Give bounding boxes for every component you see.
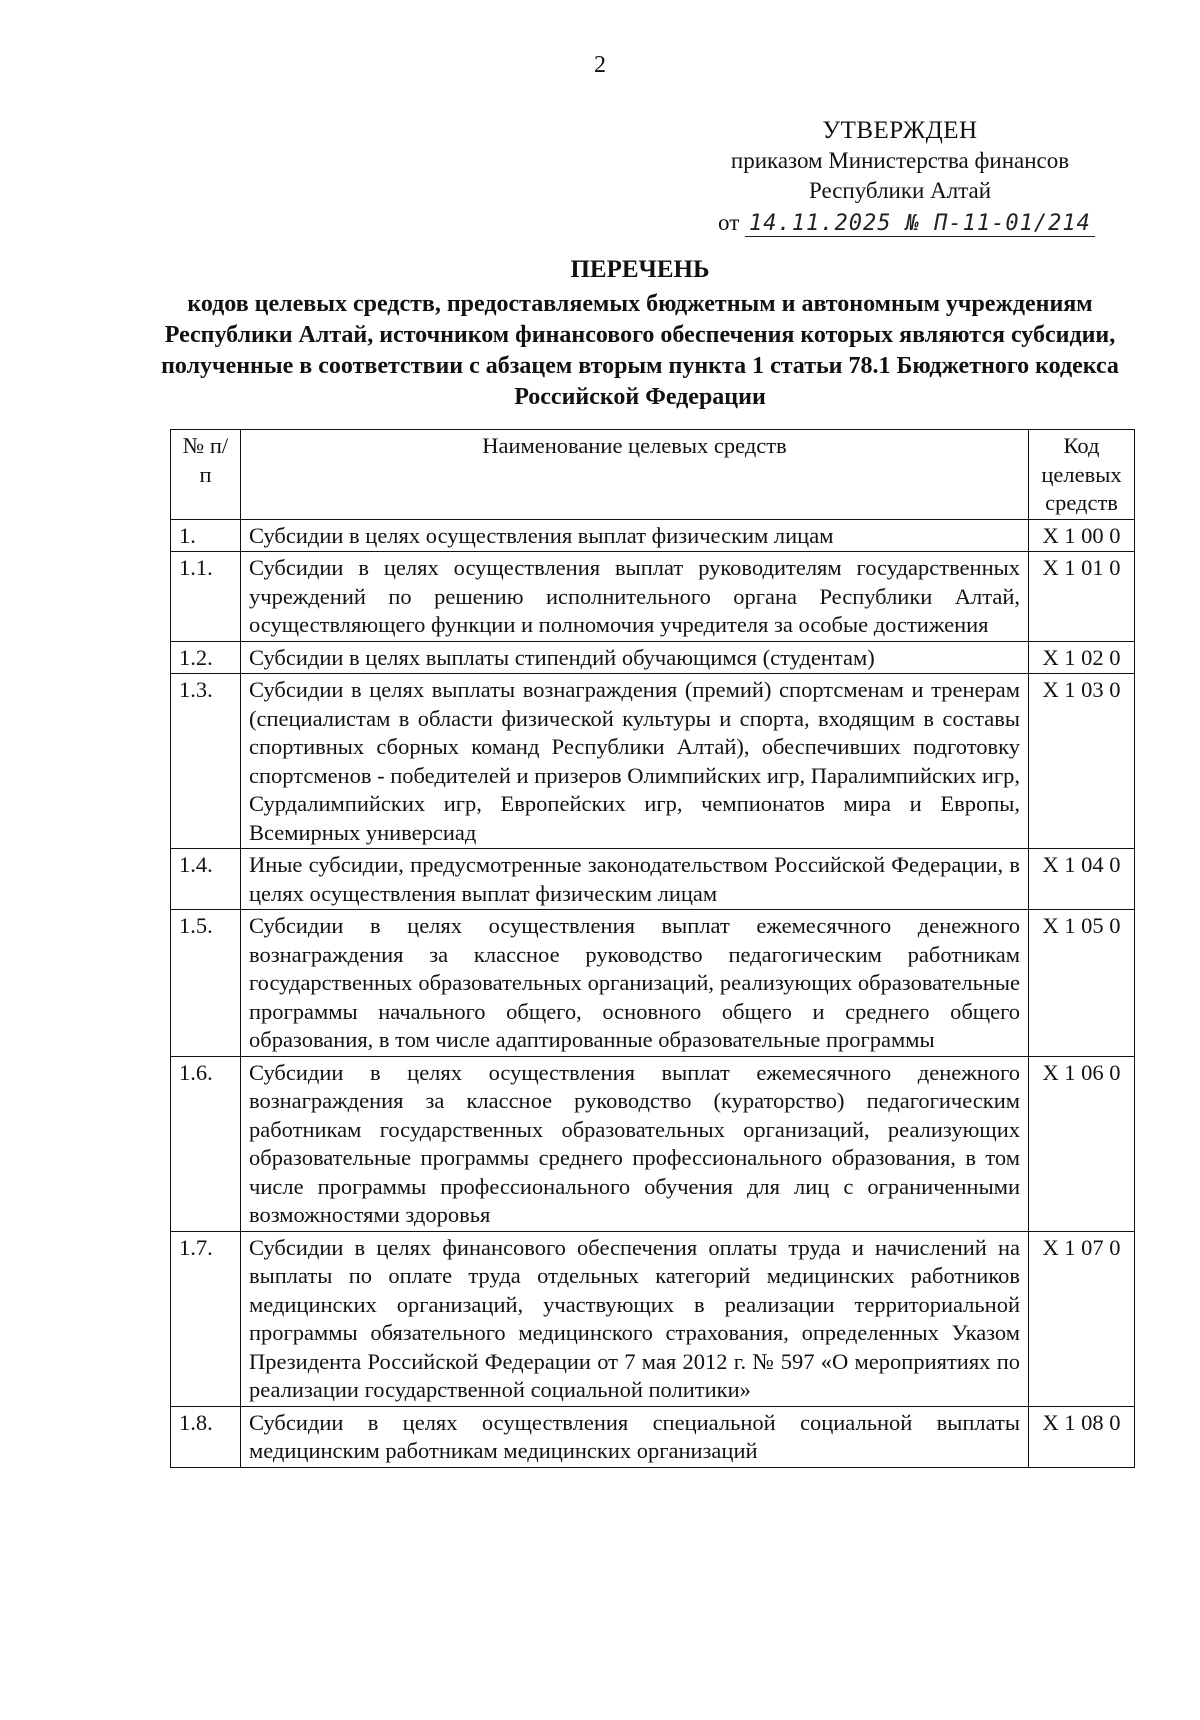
row-code: X 1 02 0 xyxy=(1029,641,1135,674)
row-num: 1.8. xyxy=(171,1406,241,1467)
table-row xyxy=(171,1231,1135,1406)
row-code: X 1 06 0 xyxy=(1029,1056,1135,1231)
approval-line-1: приказом Министерства финансов xyxy=(730,148,1070,173)
row-name: Субсидии в целях выплаты стипендий обучающимся (студентам) xyxy=(241,641,1029,674)
header-name: Наименование целевых средств xyxy=(241,430,1029,520)
approval-block xyxy=(690,116,1110,239)
row-num: 1.5. xyxy=(171,910,241,1057)
row-code: X 1 00 0 xyxy=(1029,519,1135,552)
page-number: 2 xyxy=(594,52,606,78)
document-subtitle: кодов целевых средств, предоставляемых бюджетным и автономным учреждениям Республики Алтай, источником финансового обеспечения которых являются субсидии, полученные в соответствии с абзацем вторым пункта 1 статьи 78.1 Бюджетного кодекса Российской Федерации xyxy=(161,291,1119,410)
row-name: Иные субсидии, предусмотренные законодательством Российской Федерации, в целях осуществления выплат физическим лицам xyxy=(241,849,1029,910)
row-name: Субсидии в целях осуществления выплат физическим лицам xyxy=(241,519,1029,552)
row-num: 1.3. xyxy=(171,674,241,849)
row-num: 1.2. xyxy=(171,641,241,674)
row-num: 1.4. xyxy=(171,849,241,910)
header-code: Код целевых средств xyxy=(1029,430,1135,520)
table-row xyxy=(171,519,1135,552)
table-row xyxy=(171,910,1135,1057)
row-name: Субсидии в целях осуществления выплат руководителям государственных учреждений по решению исполнительного органа Республики Алтай, осуществляющего функции и полномочия учредителя за особые достижения xyxy=(241,552,1029,642)
row-code: X 1 04 0 xyxy=(1029,849,1135,910)
row-name: Субсидии в целях выплаты вознаграждения (премий) спортсменам и тренерам (специалистам в области физической культуры и спорта, входящим в составы спортивных сборных команд Республики Алтай), обеспечивших подготовку спортсменов - победителей и призеров Олимпийских игр, Паралимпийских игр, Сурдалимпийских игр, Европейских игр, чемпионатов мира и Европы, Всемирных универсиад xyxy=(241,674,1029,849)
row-name: Субсидии в целях осуществления выплат ежемесячного денежного вознаграждения за классное руководство (кураторство) педагогическим работникам государственных образовательных организаций, реализующих образовательные программы среднего профессионального образования, в том числе программы профессионального обучения для лиц с ограниченными возможностями здоровья xyxy=(241,1056,1029,1231)
table-row xyxy=(171,1406,1135,1467)
row-code: X 1 01 0 xyxy=(1029,552,1135,642)
row-code: X 1 08 0 xyxy=(1029,1406,1135,1467)
row-num: 1.7. xyxy=(171,1231,241,1406)
row-code: X 1 07 0 xyxy=(1029,1231,1135,1406)
table-header-row xyxy=(171,430,1135,520)
document-title: ПЕРЕЧЕНЬ xyxy=(570,256,710,283)
row-name: Субсидии в целях финансового обеспечения оплаты труда и начислений на выплаты по оплате труда отдельных категорий медицинских работников медицинских организаций, участвующих в реализации территориальной программы обязательного медицинского страхования, определенных Указом Президента Российской Федерации от 7 мая 2012 г. № 597 «О мероприятиях по реализации государственной социальной политики» xyxy=(241,1231,1029,1406)
approval-title: УТВЕРЖДЕН xyxy=(822,117,978,144)
approval-date-prefix: от xyxy=(718,210,740,235)
approval-line-2: Республики Алтай xyxy=(808,178,992,203)
header-num: № п/п xyxy=(171,430,241,520)
table-row xyxy=(171,641,1135,674)
row-num: 1. xyxy=(171,519,241,552)
row-name: Субсидии в целях осуществления специальной социальной выплаты медицинским работникам медицинских организаций xyxy=(241,1406,1029,1467)
codes-table xyxy=(170,429,1135,1468)
row-num: 1.6. xyxy=(171,1056,241,1231)
document-heading xyxy=(160,254,1120,413)
row-num: 1.1. xyxy=(171,552,241,642)
handwritten-date-number: 14.11.2025 № П-11-01/214 xyxy=(745,211,1095,237)
table-row xyxy=(171,674,1135,849)
approval-date-line xyxy=(690,208,1110,239)
row-code: X 1 03 0 xyxy=(1029,674,1135,849)
table-row xyxy=(171,552,1135,642)
row-name: Субсидии в целях осуществления выплат ежемесячного денежного вознаграждения за классное руководство педагогическим работникам государственных образовательных организаций, реализующих образовательные программы начального общего, основного общего и среднего общего образования, в том числе адаптированные образовательные программы xyxy=(241,910,1029,1057)
row-code: X 1 05 0 xyxy=(1029,910,1135,1057)
table-row xyxy=(171,849,1135,910)
table-row xyxy=(171,1056,1135,1231)
